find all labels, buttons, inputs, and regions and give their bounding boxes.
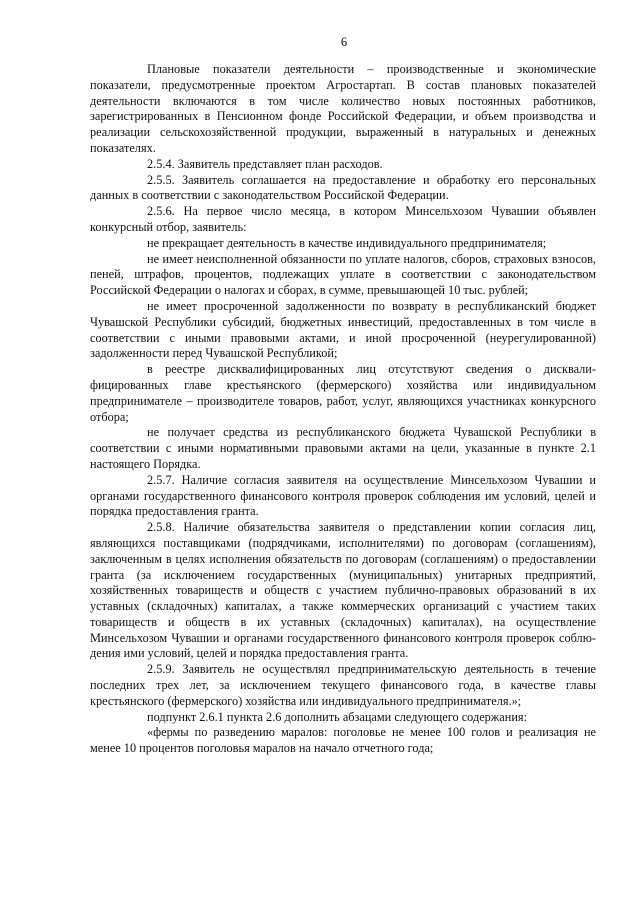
paragraph: не получает средства из республиканского бюджета Чувашской Республики в соответствии с иными нормативными правовыми актами на цели, указанные в пункте 2.1 настоящего Порядка.	[90, 425, 596, 471]
paragraph: Плановые показатели деятельности – производственные и экономические показатели, предусмотренные проектом Агростартап. В состав плановых показателей деятельности включаются в том числе количество новых постоянных работников, зарегистрированных в Пенсионном фонде Российской Федерации, и объем производства и реализации сельскохозяйственной продукции, выраженный в натуральных и денежных показателях.	[90, 62, 596, 155]
document-body	[90, 62, 596, 757]
paragraph: 2.5.6. На первое число месяца, в котором Минсельхозом Чувашии объявлен конкурсный отбор, заявитель:	[90, 204, 596, 234]
page-number: 6	[340, 35, 348, 49]
paragraph: 2.5.7. Наличие согласия заявителя на осуществление Минсельхозом Чувашии и органами государственного финансового контроля проверок соблюдения им условий, целей и порядка предоставления гранта.	[90, 472, 596, 519]
paragraph: не имеет неисполненной обязанности по уплате налогов, сборов, страховых взносов, пеней, штрафов, процентов, подлежащих уплате в соответствии с законодательством Российской Федерации о налогах и сборах, в сумме, превышающей 10 тыс. рублей;	[90, 251, 596, 298]
paragraph: в реестре дисквалифицированных лиц отсутствуют сведения о дисквалифицированных главе крестьянского (фермерского) хозяйства или индивидуальном предпринимателе – производителе товаров, работ, услуг, являющихся участниках конкурсного отбора;	[90, 362, 596, 424]
paragraph: «фермы по разведению маралов: поголовье не менее 100 голов и реализация не менее 10 процентов поголовья маралов на начало отчетного года;	[90, 725, 596, 756]
paragraph: 2.5.9. Заявитель не осуществлял предпринимательскую деятельность в течение последних трех лет, за исключением текущего финансового года, в качестве главы крестьянского (фермерского) хозяйства или индивидуального предпринимателя.»;	[90, 662, 596, 708]
paragraph: не имеет просроченной задолженности по возврату в республиканский бюджет Чувашской Республики субсидий, бюджетных инвестиций, предоставленных в том числе в соответствии с иными правовыми актами, и иной просроченной (неурегулированной) задолженности перед Чувашской Республикой;	[90, 298, 596, 361]
paragraph: не прекращает деятельность в качестве индивидуального предпринимателя;	[147, 235, 547, 250]
paragraph: 2.5.8. Наличие обязательства заявителя о представлении копии согласия лиц, являющихся поставщиками (подрядчиками, исполнителями) по договорам (соглашениям), заключенным в целях исполнения обязательств по договорам (соглашениям) о предоставлении гранта (за исключением государственных (муниципальных) унитарных предприятий, хозяйственных товариществ и обществ с участием публично-правовых образований в их уставных (складочных) капиталах, а также коммерческих организаций с участием таких товариществ и обществ в их уставных (складочных) капиталах), на осуществление Минсельхозом Чувашии и органами государственного финансового контроля проверок соблюдения ими условий, целей и порядка предоставления гранта.	[90, 520, 596, 661]
paragraph: подпункт 2.6.1 пункта 2.6 дополнить абзацами следующего содержания:	[147, 709, 527, 724]
paragraph: 2.5.4. Заявитель представляет план расходов.	[147, 156, 383, 171]
paragraph: 2.5.5. Заявитель соглашается на предоставление и обработку его персональных данных в соответствии с законодательством Российской Федерации.	[90, 172, 596, 203]
